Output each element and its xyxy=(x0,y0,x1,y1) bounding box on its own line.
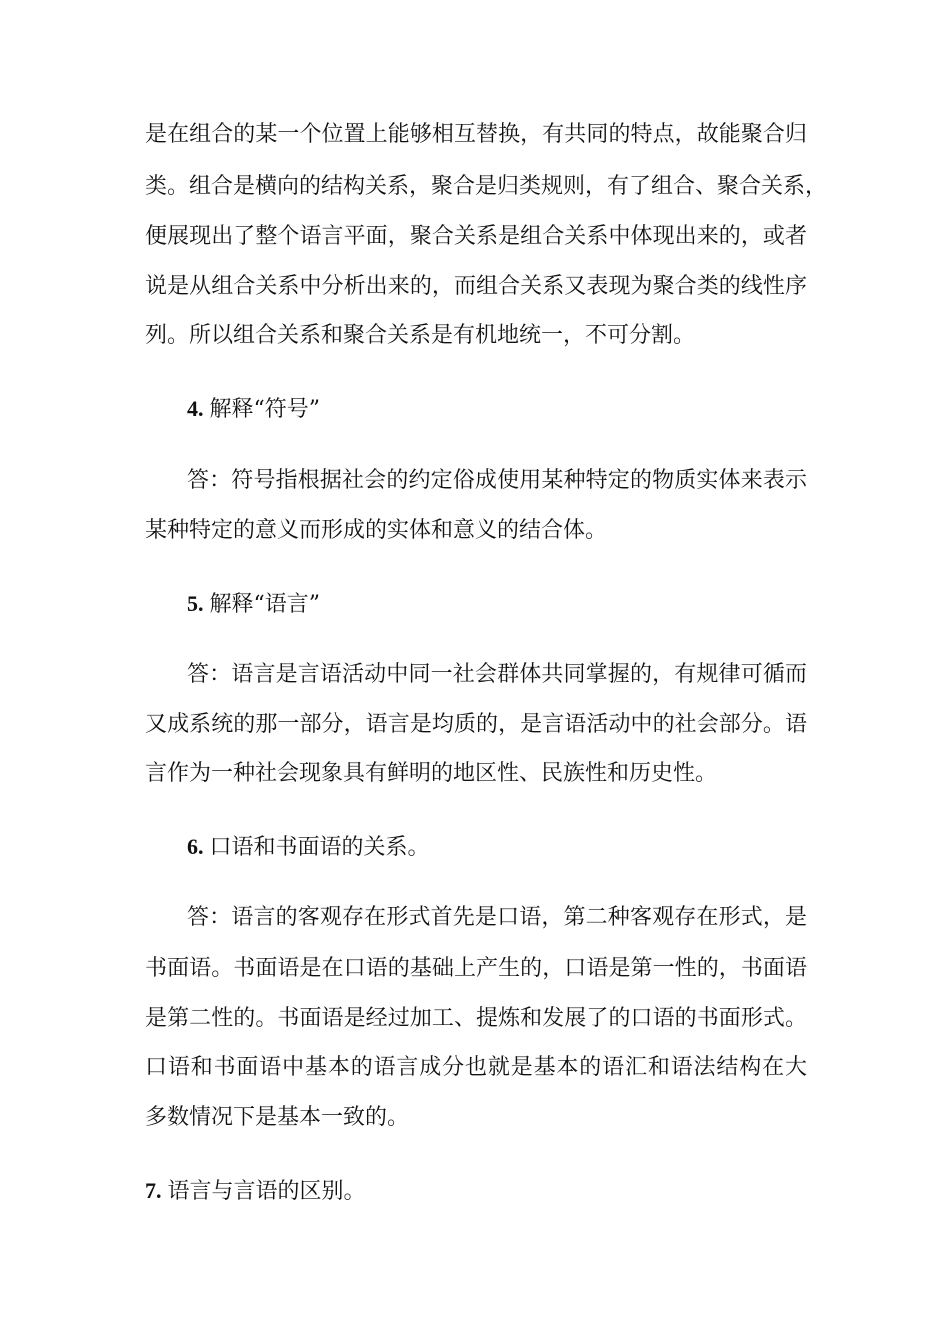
question-number: 7. xyxy=(145,1178,162,1203)
question-heading xyxy=(187,394,320,425)
answer-line: 答：符号指根据社会的约定俗成使用某种特定的物质实体来表示 xyxy=(187,468,807,493)
question-number: 6. xyxy=(187,834,204,859)
answer-line: 口语和书面语中基本的语言成分也就是基本的语汇和语法结构在大 xyxy=(145,1055,807,1080)
question-number: 4. xyxy=(187,396,204,421)
paragraph-line: 便展现出了整个语言平面，聚合关系是组合关系中体现出来的，或者 xyxy=(145,224,807,249)
question-heading xyxy=(145,1176,366,1207)
paragraph-line: 是在组合的某一个位置上能够相互替换，有共同的特点，故能聚合归 xyxy=(145,122,807,147)
question-text: 解释“语言” xyxy=(209,592,320,617)
paragraph-line: 说是从组合关系中分析出来的，而组合关系又表现为聚合类的线性序 xyxy=(145,274,807,299)
paragraph-line: 类。组合是横向的结构关系，聚合是归类规则，有了组合、聚合关系， xyxy=(145,174,828,199)
answer-line: 多数情况下是基本一致的。 xyxy=(145,1105,410,1130)
paragraph-line: 列。所以组合关系和聚合关系是有机地统一，不可分割。 xyxy=(145,323,696,348)
answer-line: 某种特定的意义而形成的实体和意义的结合体。 xyxy=(145,518,608,543)
answer-line: 又成系统的那一部分，语言是均质的，是言语活动中的社会部分。语 xyxy=(145,712,807,737)
answer-line: 书面语。书面语是在口语的基础上产生的，口语是第一性的，书面语 xyxy=(145,956,807,981)
question-text: 解释“符号” xyxy=(209,397,320,422)
answer-line: 答：语言的客观存在形式首先是口语，第二种客观存在形式，是 xyxy=(187,905,807,930)
question-heading xyxy=(187,589,320,620)
question-text: 语言与言语的区别。 xyxy=(167,1179,366,1204)
question-number: 5. xyxy=(187,591,204,616)
answer-line: 是第二性的。书面语是经过加工、提炼和发展了的口语的书面形式。 xyxy=(145,1006,807,1031)
question-text: 口语和书面语的关系。 xyxy=(209,835,430,860)
answer-line: 答：语言是言语活动中同一社会群体共同掌握的，有规律可循而 xyxy=(187,662,807,687)
question-heading xyxy=(187,832,430,863)
answer-line: 言作为一种社会现象具有鲜明的地区性、民族性和历史性。 xyxy=(145,761,718,786)
